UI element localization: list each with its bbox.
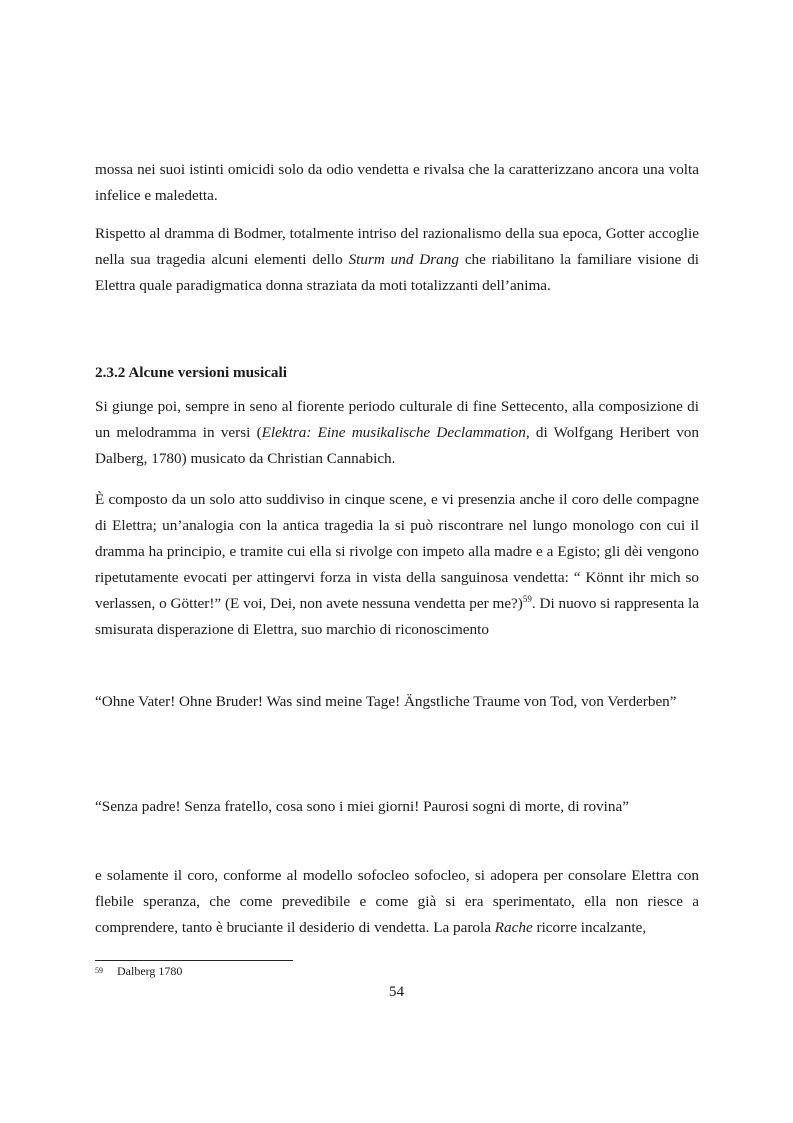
italic-title: Elektra: Eine musikalische Declammation (261, 424, 526, 441)
italic-title: Sturm und Drang (348, 251, 459, 268)
section-heading: 2.3.2 Alcune versioni musicali (95, 364, 287, 381)
paragraph-text: e solamente il coro, conforme al modello sofocleo sofocleo, si adopera per consolare Elettra con flebile speranza, che come prevedibile e come già si era sperimentato, ella non riesce a comprendere, tanto è bruciante il desiderio di vendetta. La parola (95, 867, 699, 936)
paragraph-melodramma (95, 394, 699, 472)
quote-text: “Ohne Vater! Ohne Bruder! Was sind meine Tage! Ängstliche Traume von Tod, von Verderben” (95, 693, 677, 710)
paragraph-text: Si giunge poi, sempre in seno al fiorente periodo culturale di fine Settecento, alla composizione di un melodramma in versi ( (95, 398, 699, 441)
italic-word: Rache (494, 919, 533, 936)
paragraph-gotter (95, 221, 699, 299)
paragraph-text: Rispetto al dramma di Bodmer, totalmente intriso del razionalismo della sua epoca, Gotter accoglie nella sua tragedia alcuni elementi dello (95, 225, 699, 268)
paragraph-text: È composto da un solo atto suddiviso in cinque scene, e vi presenzia anche il coro delle compagne di Elettra; un’analogia con la antica tragedia la si può riscontrare nel lungo monologo con cui il dramma ha principio, e tramite cui ella si rivolge con impeto alla madre e a Egisto; gli dèi vengono ripetutamente evocati per attingervi forza in vista della sanguinosa vendetta: “ Könnt ihr mich so verlassen, o Götter!” (E voi, Dei, non avete nessuna vendetta per me?) (95, 491, 699, 612)
paragraph-text: . Di nuovo si rappresenta la smisurata disperazione di Elettra, suo marchio di riconoscimento (95, 595, 699, 638)
paragraph-coro (95, 863, 699, 941)
footnote-number: 59 (95, 966, 103, 975)
paragraph-intro (95, 157, 699, 209)
quote-italian (95, 794, 699, 820)
paragraph-text: che riabilitano la familiare visione di Elettra quale paradigmatica donna straziata da moti totalizzanti dell’anima. (95, 251, 700, 294)
footnote (95, 964, 182, 978)
page-number: 54 (388, 983, 405, 1000)
footnote-reference[interactable]: 59 (522, 593, 532, 604)
quote-text: “Senza padre! Senza fratello, cosa sono i miei giorni! Paurosi sogni di morte, di rovina” (95, 798, 629, 815)
paragraph-composition (95, 487, 699, 643)
paragraph-text: mossa nei suoi istinti omicidi solo da odio vendetta e rivalsa che la caratterizzano ancora una volta infelice e maledetta. (95, 161, 699, 204)
quote-german (95, 689, 699, 715)
paragraph-text: ricorre incalzante, (532, 919, 647, 936)
paragraph-text: , di Wolfgang Heribert von Dalberg, 1780) musicato da Christian Cannabich. (95, 424, 699, 467)
footnote-text: Dalberg 1780 (117, 964, 183, 978)
footnote-divider (95, 960, 293, 961)
